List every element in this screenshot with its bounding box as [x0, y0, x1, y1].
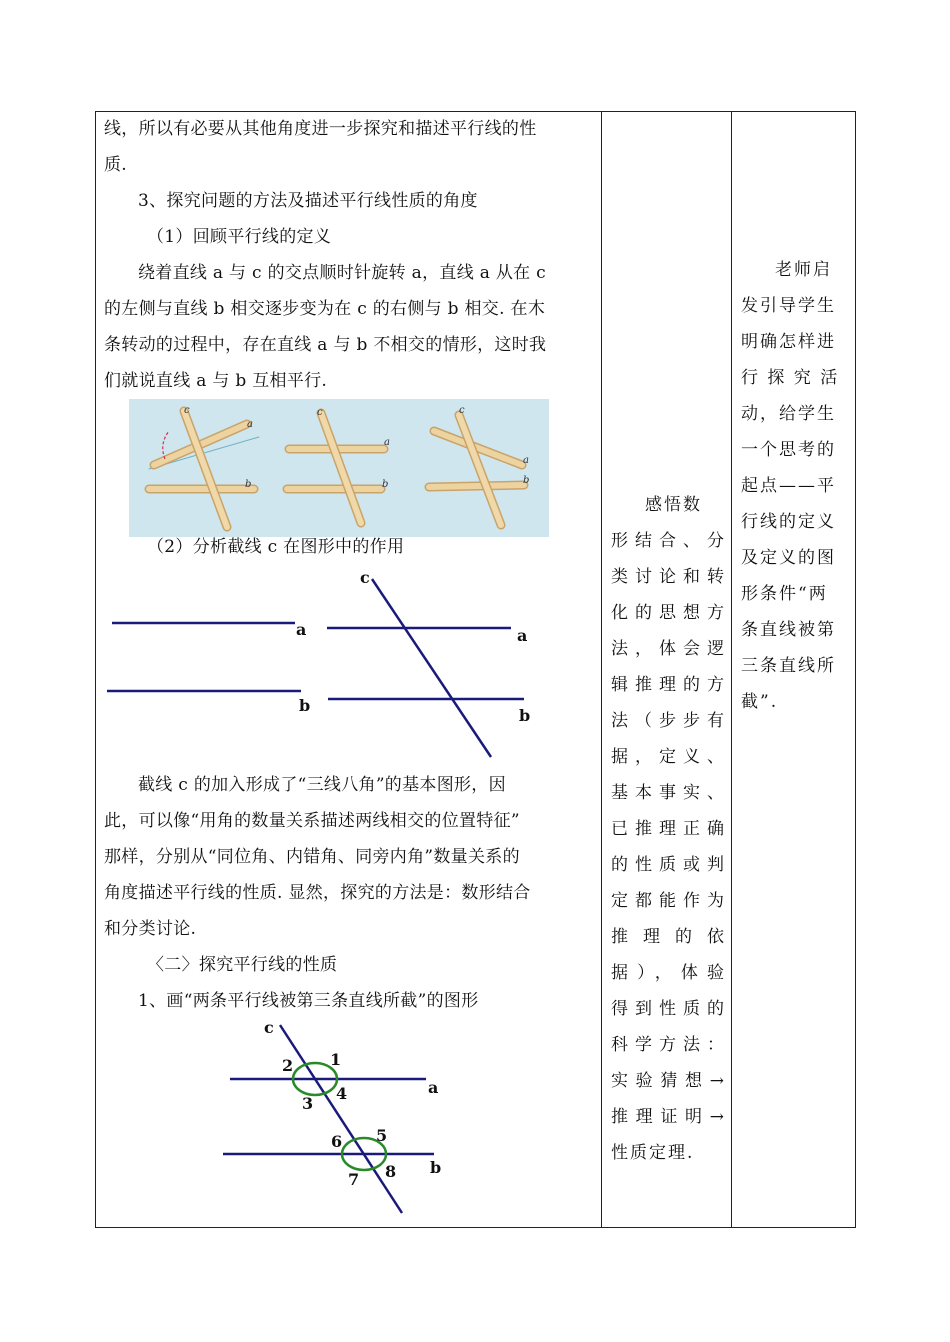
paragraph-line: 们就说直线 a 与 b 互相平行.	[104, 371, 328, 391]
paragraph-line: 的左侧与直线 b 相交逐步变为在 c 的右侧与 b 相交. 在木	[104, 299, 546, 319]
photo-label-c: c	[184, 405, 190, 416]
subheading-2: （2）分析截线 c 在图形中的作用	[147, 537, 405, 557]
rotating-sticks-photo	[129, 399, 549, 537]
svg-text:c: c	[317, 407, 323, 418]
svg-text:a: a	[523, 455, 529, 466]
photo-label-a: a	[247, 419, 253, 430]
paragraph-3: 截线 c 的加入形成了“三线八角”的基本图形，因 此，可以像“用角的数量关系描述两线相交的位置特征” 那样，分别从“同位角、内错角、同旁内角”数量关系的 角度描述平行线的性质. 显然，探究的方法是：数形结合 和分类讨论. 〈二〉探究平行线的性质 1、画“两条平行线被第三条直线所截”的图形	[104, 767, 594, 1019]
eight-angles-figure	[196, 1017, 556, 1222]
angle-2: 2	[282, 1056, 294, 1075]
paragraph-line: 绕着直线 a 与 c 的交点顺时针旋转 a，直线 a 从在 c	[138, 263, 546, 283]
angle-3: 3	[302, 1094, 314, 1113]
fig2-label-a-left: a	[296, 620, 307, 639]
photo-label-b: b	[245, 479, 252, 490]
fig2-label-b-left: b	[299, 696, 311, 715]
fig2-label-c: c	[360, 568, 370, 587]
column-divider-2	[731, 112, 732, 1227]
angle-8: 8	[385, 1162, 397, 1181]
angle-4: 4	[336, 1084, 348, 1103]
teacher-column: 老师启 发引导学生 明确怎样进 行 探 究 活 动，给学生 一个思考的 起点——平 行线的定义 及定义的图 形条件“两 条直线被第 三条直线所 截”.	[741, 260, 840, 712]
table-frame	[95, 111, 856, 1228]
angle-1: 1	[330, 1050, 342, 1069]
subheading-1: （1）回顾平行线的定义	[147, 227, 332, 247]
main-content-column	[104, 112, 594, 399]
svg-text:c: c	[459, 405, 465, 416]
sticks-illustration	[129, 399, 549, 537]
fig3-label-b: b	[430, 1158, 442, 1177]
angle-5: 5	[376, 1126, 388, 1145]
column-divider-1	[601, 112, 602, 1227]
svg-text:a: a	[384, 437, 390, 448]
angle-6: 6	[331, 1132, 343, 1151]
fig3-label-c: c	[264, 1018, 274, 1037]
fig2-label-a-right: a	[517, 626, 528, 645]
paragraph-line: 条转动的过程中，存在直线 a 与 b 不相交的情形，这时我	[104, 335, 547, 355]
paragraph-line: 线，所以有必要从其他角度进一步探究和描述平行线的性	[104, 119, 537, 139]
section-heading-2: 〈二〉探究平行线的性质	[147, 955, 338, 975]
angle-7: 7	[348, 1170, 360, 1189]
svg-text:b: b	[382, 479, 389, 490]
transversal-figure	[96, 567, 601, 767]
intent-column: 感悟数 形结合、分 类讨论和转 化的思想方 法，体会逻 辑推理的方 法（步步有 据，定义、 基本事实、 已推理正确 的性质或判 定都能作为 推 理 的 依 据），体验 得到性质的 科学方法： 实验猜想→ 推理证明→ 性质定理.	[611, 495, 726, 1163]
section-heading-3: 3、探究问题的方法及描述平行线性质的角度	[138, 191, 478, 211]
fig3-label-a: a	[428, 1078, 439, 1097]
fig2-label-b-right: b	[519, 706, 531, 725]
svg-text:b: b	[523, 475, 530, 486]
paragraph-line: 质.	[104, 155, 128, 175]
item-heading-1: 1、画“两条平行线被第三条直线所截”的图形	[138, 991, 479, 1011]
